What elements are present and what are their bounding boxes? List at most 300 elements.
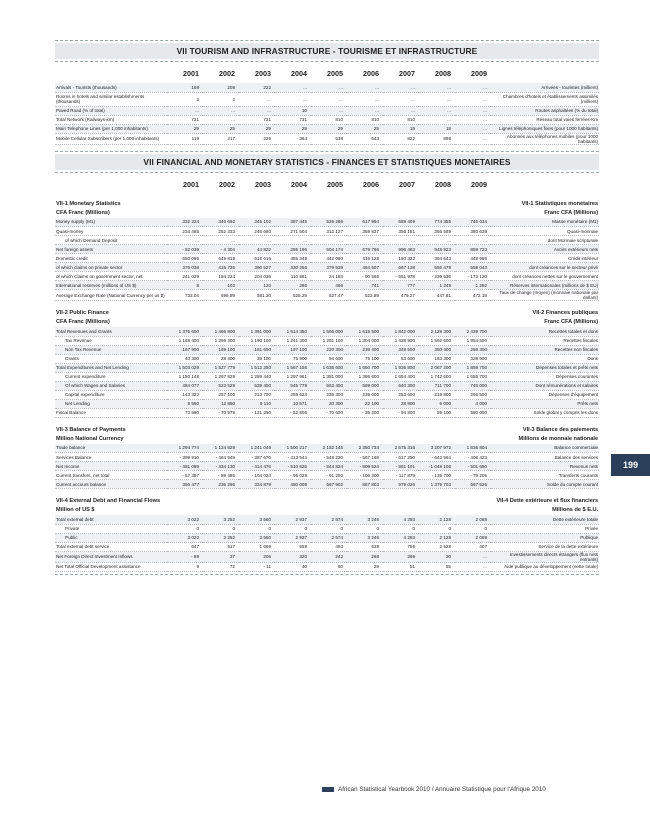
group-heading-row — [55, 318, 599, 327]
value-cell: 1 304 000 — [347, 336, 383, 345]
value-cell: 746 634 — [455, 218, 491, 227]
value-cell: 345 102 — [239, 218, 275, 227]
value-cell: 733.04 — [167, 290, 203, 301]
footer-text: African Statistical Yearbook 2010 / Annuaire Statistique pour l'Afrique 2010 — [338, 786, 546, 793]
row-label-fr: Recettes totales et dons — [491, 327, 599, 336]
value-cell: 1 168 400 — [167, 336, 203, 345]
value-cell: 55 — [419, 562, 455, 571]
value-cell: 1 859 700 — [455, 363, 491, 372]
value-cell: 2 — [203, 92, 239, 106]
row-label-en: Net foreign assets — [55, 245, 167, 254]
value-cell: 9 560 — [167, 399, 203, 408]
value-cell: 948 923 — [419, 245, 455, 254]
value-cell: 20 300 — [311, 399, 347, 408]
value-cell: 3 246 — [347, 515, 383, 524]
value-cell: - 90 565 — [347, 272, 383, 281]
value-cell: 390 527 — [239, 263, 275, 272]
value-cell: 3 246 — [347, 533, 383, 542]
row-label-fr: Réseau total voies ferrées-Km — [491, 115, 599, 124]
table-row — [55, 218, 599, 227]
table-row — [55, 542, 599, 551]
value-cell: 2 528 — [419, 542, 455, 551]
value-cell: 867 803 — [347, 480, 383, 489]
value-cell: ... — [275, 236, 311, 245]
value-cell: 731 — [167, 115, 203, 124]
value-cell: - 414 476 — [239, 462, 275, 471]
value-cell: ... — [203, 115, 239, 124]
value-cell: - 35 200 — [347, 408, 383, 417]
value-cell: 229 — [239, 133, 275, 144]
year-header-blank — [55, 179, 167, 190]
value-cell: 40 — [275, 562, 311, 571]
value-cell: 2 152 145 — [311, 444, 347, 453]
spacer-cell — [55, 301, 599, 310]
value-cell: - 643 564 — [419, 453, 455, 462]
value-cell: 527.47 — [311, 290, 347, 301]
value-cell: 197 100 — [275, 345, 311, 354]
table-row — [55, 92, 599, 106]
value-cell: 2 — [167, 92, 203, 106]
row-label-en: of which Demand Deposit — [55, 236, 167, 245]
value-cell: 650 095 — [167, 254, 203, 263]
value-cell: 239 000 — [347, 390, 383, 399]
row-label-en: Fiscal Balance — [55, 408, 167, 417]
year-header: 2007 — [399, 179, 415, 189]
value-cell: 1 297 961 — [275, 372, 311, 381]
row-label-en: Domestic credit — [55, 254, 167, 263]
year-header: 2003 — [255, 179, 271, 189]
value-cell: 332 224 — [167, 218, 203, 227]
value-cell: 639 — [347, 542, 383, 551]
value-cell: - 334 130 — [203, 462, 239, 471]
row-label-fr: Masse monétaire (M1) — [491, 218, 599, 227]
value-cell: 346 692 — [203, 218, 239, 227]
value-cell: 0 — [167, 524, 203, 533]
table-row — [55, 453, 599, 462]
row-label-fr: Dons — [491, 354, 599, 363]
spacer-cell — [55, 417, 599, 426]
group-heading-en: VII-3 Balance of Payments — [56, 426, 126, 433]
value-cell: 667 526 — [455, 480, 491, 489]
row-label-en: Non Tax Revenue — [55, 345, 167, 354]
row-label-en: Total Expenditures and Net Lending — [55, 363, 167, 372]
value-cell: 1 514 350 — [275, 327, 311, 336]
value-cell: 3 252 — [203, 533, 239, 542]
value-cell: 72 — [203, 562, 239, 571]
group-heading-en: CFA Franc (Millions) — [56, 319, 110, 325]
value-cell: 271 504 — [275, 227, 311, 236]
value-cell: 169 — [167, 83, 203, 92]
divider — [55, 40, 599, 41]
value-cell: 0 — [311, 524, 347, 533]
value-cell: - 501 650 — [455, 462, 491, 471]
row-label-fr: Crédit intérieur — [491, 254, 599, 263]
spacer-row — [55, 489, 599, 498]
table-row — [55, 399, 599, 408]
value-cell: 169 100 — [203, 345, 239, 354]
row-label-en: Main Telephone Lines (per 1,000 inhabitants) — [55, 124, 167, 133]
value-cell: 379 539 — [311, 263, 347, 272]
value-cell: ... — [419, 115, 455, 124]
value-cell: ... — [455, 124, 491, 133]
value-cell: - 399 910 — [167, 453, 203, 462]
table-row — [55, 515, 599, 524]
value-cell: 1 466 800 — [203, 327, 239, 336]
value-cell: 493 — [311, 542, 347, 551]
value-cell: 647 — [167, 542, 203, 551]
value-cell: 0 — [383, 524, 419, 533]
value-cell: 416 128 — [347, 254, 383, 263]
group-heading-row — [55, 435, 599, 444]
value-cell: 480 009 — [275, 480, 311, 489]
value-cell: ... — [347, 83, 383, 92]
value-cell: 133 — [239, 281, 275, 290]
value-cell: 504 174 — [311, 245, 347, 254]
value-cell: 6 000 — [419, 399, 455, 408]
value-cell: 44 822 — [239, 245, 275, 254]
value-cell: 996 463 — [383, 245, 419, 254]
row-label-fr: Privée — [491, 524, 599, 533]
value-cell: 183 300 — [419, 354, 455, 363]
value-cell: - 510 626 — [275, 462, 311, 471]
value-cell: ... — [455, 106, 491, 115]
value-cell: 59 100 — [419, 408, 455, 417]
value-cell: 364 — [275, 133, 311, 144]
value-cell: 359 837 — [347, 227, 383, 236]
value-cell: 3 207 972 — [419, 444, 455, 453]
table-row — [55, 263, 599, 272]
value-cell: 1 294 774 — [167, 444, 203, 453]
row-label-en: Services Balance — [55, 453, 167, 462]
value-cell: ... — [311, 92, 347, 106]
value-cell: 731 — [275, 115, 311, 124]
value-cell: 2 937 — [275, 515, 311, 524]
value-cell: 253 600 — [383, 390, 419, 399]
value-cell: - 70 600 — [311, 408, 347, 417]
year-header: 2007 — [399, 69, 415, 78]
value-cell: 349 500 — [383, 345, 419, 354]
value-cell: 4 293 — [383, 515, 419, 524]
value-cell: 859 723 — [455, 245, 491, 254]
value-cell: 1 654 400 — [383, 372, 419, 381]
value-cell: 485 349 — [275, 254, 311, 263]
value-cell: 94 600 — [311, 354, 347, 363]
row-label-fr: Balance commerciale — [491, 444, 599, 453]
row-label-fr: Réserves internationales (millions de $ EU) — [491, 281, 599, 290]
row-label-fr: Recettes non fiscales — [491, 345, 599, 354]
value-cell: 208 — [203, 83, 239, 92]
value-cell: 545 779 — [275, 381, 311, 390]
value-cell: 356 477 — [167, 480, 203, 489]
row-label-en: Capital expenditure — [55, 390, 167, 399]
value-cell: 29 — [239, 124, 275, 133]
group-heading-row — [55, 497, 599, 506]
value-cell: 755 — [383, 542, 419, 551]
value-cell: -1 048 106 — [419, 462, 455, 471]
row-label-fr: Aide publique au développement (nette totale) — [491, 562, 599, 571]
row-label-fr: dont Monnaie scripturale — [491, 236, 599, 245]
row-label-fr: Routes asphaltées (% du total) — [491, 106, 599, 115]
row-label-en: Tax Revenue — [55, 336, 167, 345]
value-cell: 3 560 — [239, 515, 275, 524]
spacer-cell — [55, 190, 599, 200]
table-row — [55, 245, 599, 254]
row-label-en: Arrivals - Tourists (thousands) — [55, 83, 167, 92]
value-cell: - 551 978 — [383, 272, 419, 281]
year-header: 2004 — [291, 69, 307, 78]
year-header-blank — [491, 68, 599, 79]
value-cell: 464 507 — [347, 263, 383, 272]
table-row — [55, 462, 599, 471]
value-cell: 19 — [383, 124, 419, 133]
table-row — [55, 524, 599, 533]
value-cell: 1 150 148 — [167, 372, 203, 381]
year-header: 2001 — [183, 69, 199, 78]
value-cell: 539 400 — [239, 381, 275, 390]
value-cell: ... — [203, 236, 239, 245]
year-header: 2009 — [471, 179, 487, 189]
value-cell: 1 438 900 — [383, 336, 419, 345]
row-label-en: Total external debt service — [55, 542, 167, 551]
value-cell: 2 350 734 — [347, 444, 383, 453]
value-cell: ... — [455, 92, 491, 106]
year-header: 2001 — [183, 179, 199, 189]
value-cell: 822 — [383, 133, 419, 144]
value-cell: ... — [419, 236, 455, 245]
value-cell: 236 400 — [347, 345, 383, 354]
table-row — [55, 533, 599, 542]
value-cell: 60 — [311, 562, 347, 571]
value-cell: 328 900 — [455, 354, 491, 363]
row-label-fr: Taux de change (moyen) (monnaie nationale par dollars) — [491, 290, 599, 301]
value-cell: - 239 536 — [419, 272, 455, 281]
value-cell: 2 575 316 — [383, 444, 419, 453]
section-title-finance: VII FINANCIAL AND MONETARY STATISTICS - FINANCES ET STATISTIQUES MONETAIRES — [55, 154, 599, 170]
value-cell: 449 986 — [455, 254, 491, 263]
value-cell: 1 836 804 — [455, 444, 491, 453]
table-row — [55, 562, 599, 571]
group-heading-fr: Franc CFA (Millions) — [544, 209, 599, 216]
row-label-fr: Solde du compte courant — [491, 480, 599, 489]
value-cell: - 121 250 — [239, 408, 275, 417]
value-cell: 558 043 — [455, 263, 491, 272]
table-row — [55, 124, 599, 133]
group-heading-en: Million of US $ — [56, 507, 95, 513]
value-cell: 2 067 200 — [419, 363, 455, 372]
value-cell: 387 445 — [275, 218, 311, 227]
value-cell: 2 937 — [275, 533, 311, 542]
table-row — [55, 354, 599, 363]
value-cell: 213 700 — [239, 390, 275, 399]
value-cell: 528.29 — [275, 290, 311, 301]
group-heading-en: CFA Franc (Millions) — [56, 209, 110, 216]
value-cell: 479.27 — [383, 290, 419, 301]
value-cell: 667 138 — [383, 263, 419, 272]
table-row — [55, 133, 599, 144]
value-cell: - 406 423 — [455, 453, 491, 462]
value-cell: 1 386 600 — [347, 372, 383, 381]
value-cell: 10 — [275, 106, 311, 115]
value-cell: - 567 168 — [347, 453, 383, 462]
value-cell: ... — [419, 106, 455, 115]
value-cell: 3 252 — [203, 515, 239, 524]
value-cell: 711 700 — [419, 381, 455, 390]
value-cell: 320 — [275, 551, 311, 562]
value-cell: 394 643 — [419, 254, 455, 263]
value-cell: 649 819 — [203, 254, 239, 263]
value-cell: 330 256 — [275, 263, 311, 272]
group-heading-row — [55, 426, 599, 435]
value-cell: 18 — [419, 124, 455, 133]
value-cell: 20 — [419, 551, 455, 562]
value-cell: 266 500 — [455, 390, 491, 399]
row-label-en: Of which Wages and Salaries — [55, 381, 167, 390]
value-cell: 556 479 — [419, 263, 455, 272]
value-cell: - 57 397 — [167, 471, 203, 480]
value-cell: 2 574 — [311, 533, 347, 542]
row-label-fr: Balance des services — [491, 453, 599, 462]
value-cell: ... — [167, 236, 203, 245]
value-cell: 0 — [203, 524, 239, 533]
group-heading-en: VII-2 Public Finance — [56, 310, 109, 316]
value-cell: 472.19 — [455, 290, 491, 301]
value-cell: 1 500 217 — [275, 444, 311, 453]
value-cell: 1 251 100 — [311, 336, 347, 345]
value-cell: - 173 120 — [455, 272, 491, 281]
value-cell: 8 — [167, 281, 203, 290]
value-cell: 1 527 779 — [203, 363, 239, 372]
tourism-table — [55, 62, 599, 145]
value-cell: 581.20 — [239, 290, 275, 301]
value-cell: - 70 979 — [203, 408, 239, 417]
year-header: 2008 — [435, 69, 451, 78]
value-cell: 1 742 600 — [419, 372, 455, 381]
divider — [55, 151, 599, 152]
year-header: 2006 — [363, 69, 379, 78]
value-cell: ... — [383, 83, 419, 92]
value-cell: 2 069 — [455, 533, 491, 542]
value-cell: 810 — [311, 115, 347, 124]
table-row — [55, 327, 599, 336]
value-cell: 538 — [311, 133, 347, 144]
value-cell: - 861 101 — [383, 462, 419, 471]
value-cell: 236 295 — [203, 480, 239, 489]
value-cell: 246 660 — [239, 227, 275, 236]
group-heading-en: VII-1 Monetary Statistics — [56, 200, 121, 207]
value-cell: 10 571 — [275, 399, 311, 408]
row-label-en: Net Foreign Direct Investment Inflows — [55, 551, 167, 562]
row-label-fr: dont créances nettes sur le gouvernement — [491, 272, 599, 281]
group-heading-row — [55, 200, 599, 209]
value-cell: 24 183 — [311, 272, 347, 281]
page — [55, 40, 599, 575]
value-cell: 242 — [311, 551, 347, 562]
spacer-row — [55, 190, 599, 200]
row-label-fr: Abonnés aux téléphones mobiles (pour 1000 habitants) — [491, 133, 599, 144]
value-cell: 526 286 — [311, 218, 347, 227]
value-cell: ... — [419, 83, 455, 92]
year-header: 2008 — [435, 179, 451, 189]
value-cell: - 548 220 — [311, 453, 347, 462]
value-cell: 256 300 — [455, 345, 491, 354]
value-cell: ... — [455, 115, 491, 124]
value-cell: 741 — [347, 281, 383, 290]
row-label-fr: Service de la dette extérieure — [491, 542, 599, 551]
table-row — [55, 83, 599, 92]
value-cell: 319 800 — [419, 390, 455, 399]
table-row — [55, 480, 599, 489]
value-cell: 696.99 — [203, 290, 239, 301]
table-row — [55, 236, 599, 245]
group-heading-fr: Millions de $ E.U. — [552, 507, 599, 513]
value-cell: 39 100 — [239, 354, 275, 363]
row-label-fr: Avoirs extérieurs nets — [491, 245, 599, 254]
row-label-en: Current account balance — [55, 480, 167, 489]
year-header: 2002 — [219, 179, 235, 189]
value-cell: ... — [311, 236, 347, 245]
row-label-fr: Lignes téléphoniques fixes (pour 1000 habitants) — [491, 124, 599, 133]
year-header-row — [55, 68, 599, 79]
value-cell: 447.81 — [419, 290, 455, 301]
value-cell: 53 600 — [383, 354, 419, 363]
value-cell: 217 — [203, 133, 239, 144]
row-label-fr: Dette extérieure totale — [491, 515, 599, 524]
value-cell: - 844 824 — [311, 462, 347, 471]
value-cell: 119 — [167, 133, 203, 144]
value-cell: 1 842 000 — [383, 327, 419, 336]
value-cell: 466 — [311, 281, 347, 290]
value-cell: 234 465 — [167, 227, 203, 236]
value-cell: 0 — [239, 524, 275, 533]
value-cell: 2 069 — [455, 515, 491, 524]
value-cell: 334 879 — [239, 480, 275, 489]
table-row — [55, 106, 599, 115]
section-title-tourism: VII TOURISM AND INFRASTRUCTURE - TOURISME ET INFRASTRUCTURE — [55, 43, 599, 59]
value-cell: 563 400 — [311, 381, 347, 390]
row-label-en: Paved Road (% of total) — [55, 106, 167, 115]
table-row — [55, 372, 599, 381]
value-cell: 0 — [347, 524, 383, 533]
value-cell: 0 — [275, 524, 311, 533]
value-cell: 1 592 600 — [419, 336, 455, 345]
value-cell: 75 100 — [347, 354, 383, 363]
value-cell: 1 190 100 — [239, 336, 275, 345]
value-cell: 3 022 — [167, 533, 203, 542]
value-cell: 1 241 049 — [239, 444, 275, 453]
row-label-en: Average Exchange Rate (National Currency per us $) — [55, 290, 167, 301]
value-cell: 777 — [383, 281, 419, 290]
value-cell: 898 — [419, 133, 455, 144]
table-row — [55, 272, 599, 281]
value-cell: ... — [347, 236, 383, 245]
group-heading-fr: VII-1 Statistiques monétaires — [521, 200, 599, 207]
year-header: 2003 — [255, 69, 271, 78]
value-cell: 1 655 700 — [455, 372, 491, 381]
value-cell: 29 — [275, 124, 311, 133]
value-cell: 356 161 — [383, 227, 419, 236]
group-heading-en: VII-4 External Debt and Financial Flows — [56, 498, 161, 504]
value-cell: 110 881 — [275, 272, 311, 281]
year-header: 2006 — [363, 179, 379, 189]
value-cell: 268 — [347, 551, 383, 562]
spacer-cell — [55, 489, 599, 498]
value-cell: - 464 949 — [203, 453, 239, 462]
value-cell: 51 — [383, 562, 419, 571]
value-cell: 1 241 300 — [275, 336, 311, 345]
group-heading-fr: Millions de monnaie nationale — [518, 435, 599, 442]
row-label-en: Trade balance — [55, 444, 167, 453]
value-cell: - 809 524 — [347, 462, 383, 471]
